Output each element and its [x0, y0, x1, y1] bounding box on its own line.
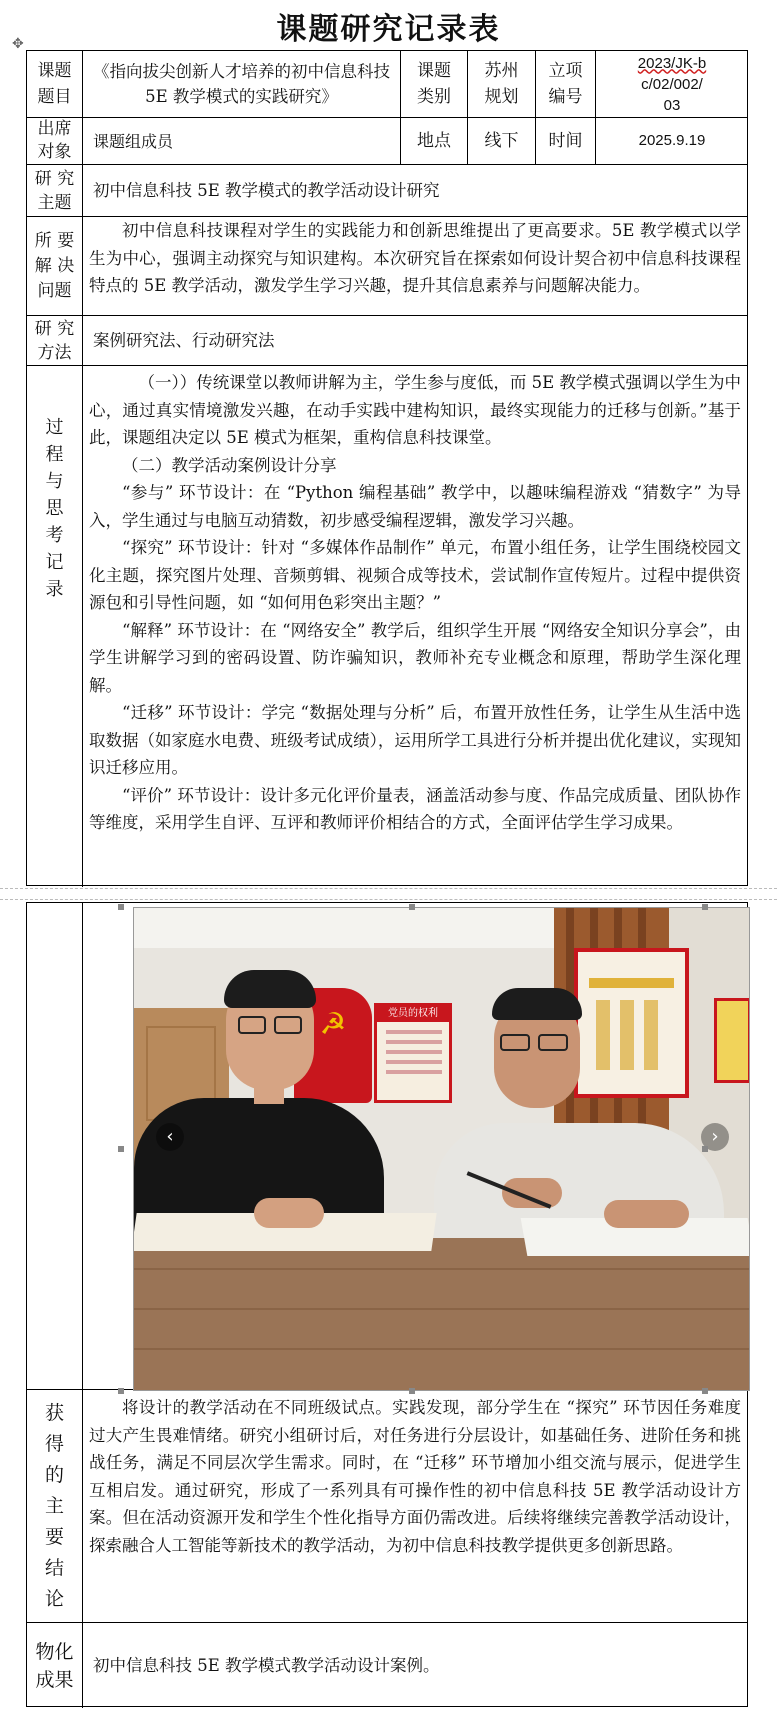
resize-handle[interactable] [118, 1388, 124, 1394]
research-method-value: 案例研究法、行动研究法 [93, 331, 275, 350]
resize-handle[interactable] [702, 1146, 708, 1152]
research-theme-value: 初中信息科技 5E 教学模式的教学活动设计研究 [93, 181, 440, 200]
resize-handle[interactable] [409, 904, 415, 910]
label-time: 时间 [548, 131, 583, 151]
process-paragraph: “解释” 环节设计：在 “网络安全” 教学后，组织学生开展 “网络安全知识分享会”，由学生讲解学习到的密码设置、防诈骗知识，教师补充专业概念和原理，帮助学生深化理解。 [89, 620, 741, 695]
label-problems: 所 要 解 决 问题 [34, 230, 75, 301]
poster-title: 党员的权利 [377, 1006, 449, 1022]
category-value: 苏州 规划 [484, 61, 519, 107]
label-process-record: 过 程 与 思 考 记 录 [45, 417, 64, 600]
next-image-button[interactable]: › [701, 1123, 729, 1151]
process-paragraph: （二）教学活动案例设计分享 [122, 455, 337, 475]
document-title: 课题研究记录表 [276, 12, 501, 47]
meeting-photo[interactable] [133, 907, 750, 1391]
conclusions-text: 将设计的教学活动在不同班级试点。实践发现，部分学生在 “探究” 环节因任务难度过大产生畏难情绪。研究小组研讨后，对任务进行分层设计，如基础任务、进阶任务和挑战任务，满足不同层次学生需求。同时，在 “迁移” 环节增加小组交流与展示，促进学生互相启发。通过研究，形成了一系列具有可操作性的初中信息科技 5E 教学活动设计方案。但在活动资源开发和学生个性化指导方面仍需改进。后续将继续完善教学活动设计，探索融合人工智能等新技术的教学活动，为初中信息科技教学提供更多创新思路。 [89, 1398, 741, 1555]
project-number-value: 2023/JK-b c/02/002/ 03 [637, 54, 707, 114]
process-paragraph: “探究” 环节设计：针对 “多媒体作品制作” 单元，布置小组任务，让学生围绕校园文化主题，探究图片处理、音频剪辑、视频合成等技术，尝试制作宣传短片。过程中提供资源包和引导性问题，如 “如何用色彩突出主题？” [89, 538, 741, 612]
time-value: 2025.9.19 [638, 132, 706, 149]
place-value: 线下 [484, 131, 519, 151]
previous-image-button[interactable]: ‹ [156, 1123, 184, 1151]
label-conclusions: 获 得 的 主 要 结 论 [44, 1401, 64, 1610]
label-place: 地点 [417, 131, 451, 151]
attendees-value: 课题组成员 [93, 131, 174, 151]
resize-handle[interactable] [702, 1388, 708, 1394]
label-outcomes: 物化 成果 [35, 1640, 74, 1691]
resize-handle[interactable] [118, 904, 124, 910]
process-paragraph: “迁移” 环节设计：学完 “数据处理与分析” 后，布置开放性任务，让学生从生活中选取数据（如家庭水电费、班级考试成绩），运用所学工具进行分析并提出优化建议，实现知识迁移应用。 [89, 703, 741, 777]
problems-value: 初中信息科技课程对学生的实践能力和创新思维提出了更高要求。5E 教学模式以学生为中心，强调主动探究与知识建构。本次研究旨在探索如何设计契合初中信息科技课程特点的 5E 教学活动，激发学生学习兴趣，提升其信息素养与问题解决能力。 [89, 221, 741, 295]
label-project-number: 立项 编号 [548, 61, 583, 107]
outcomes-value: 初中信息科技 5E 教学模式教学活动设计案例。 [93, 1656, 440, 1675]
process-record-text [89, 369, 741, 837]
process-paragraph: “评价” 环节设计：设计多元化评价量表，涵盖活动参与度、作品完成质量、团队协作等维度，采用学生自评、互评和教师评价相结合的方式，全面评估学生学习成果。 [89, 785, 741, 832]
label-topic: 课题 题目 [37, 61, 72, 107]
label-category: 课题 类别 [417, 61, 451, 107]
process-paragraph: （一））传统课堂以教师讲解为主，学生参与度低，而 5E 教学模式强调以学生为中心，通过真实情境激发兴趣，在动手实践中建构知识，最终实现能力的迁移与创新。”基于此，课题组决定以 5E 模式为框架，重构信息科技课堂。 [89, 373, 741, 447]
resize-handle[interactable] [118, 1146, 124, 1152]
hammer-sickle-icon: ☭ [319, 1007, 347, 1042]
resize-handle[interactable] [409, 1388, 415, 1394]
page-break [0, 888, 777, 900]
topic-value: 《指向拔尖创新人才培养的初中信息科技 5E 教学模式的实践研究》 [93, 62, 390, 106]
resize-handle[interactable] [702, 904, 708, 910]
label-research-theme: 研 究 主题 [34, 168, 75, 213]
record-table-page-1 [26, 50, 748, 886]
label-attendees: 出席 对象 [37, 119, 72, 162]
label-research-method: 研 究 方法 [34, 318, 75, 363]
move-icon[interactable]: ✥ [12, 36, 24, 52]
process-paragraph: “参与” 环节设计：在 “Python 编程基础” 教学中，以趣味编程游戏 “猜数字” 为导入，学生通过与电脑互动猜数，初步感受编程逻辑，激发学习兴趣。 [89, 483, 741, 530]
